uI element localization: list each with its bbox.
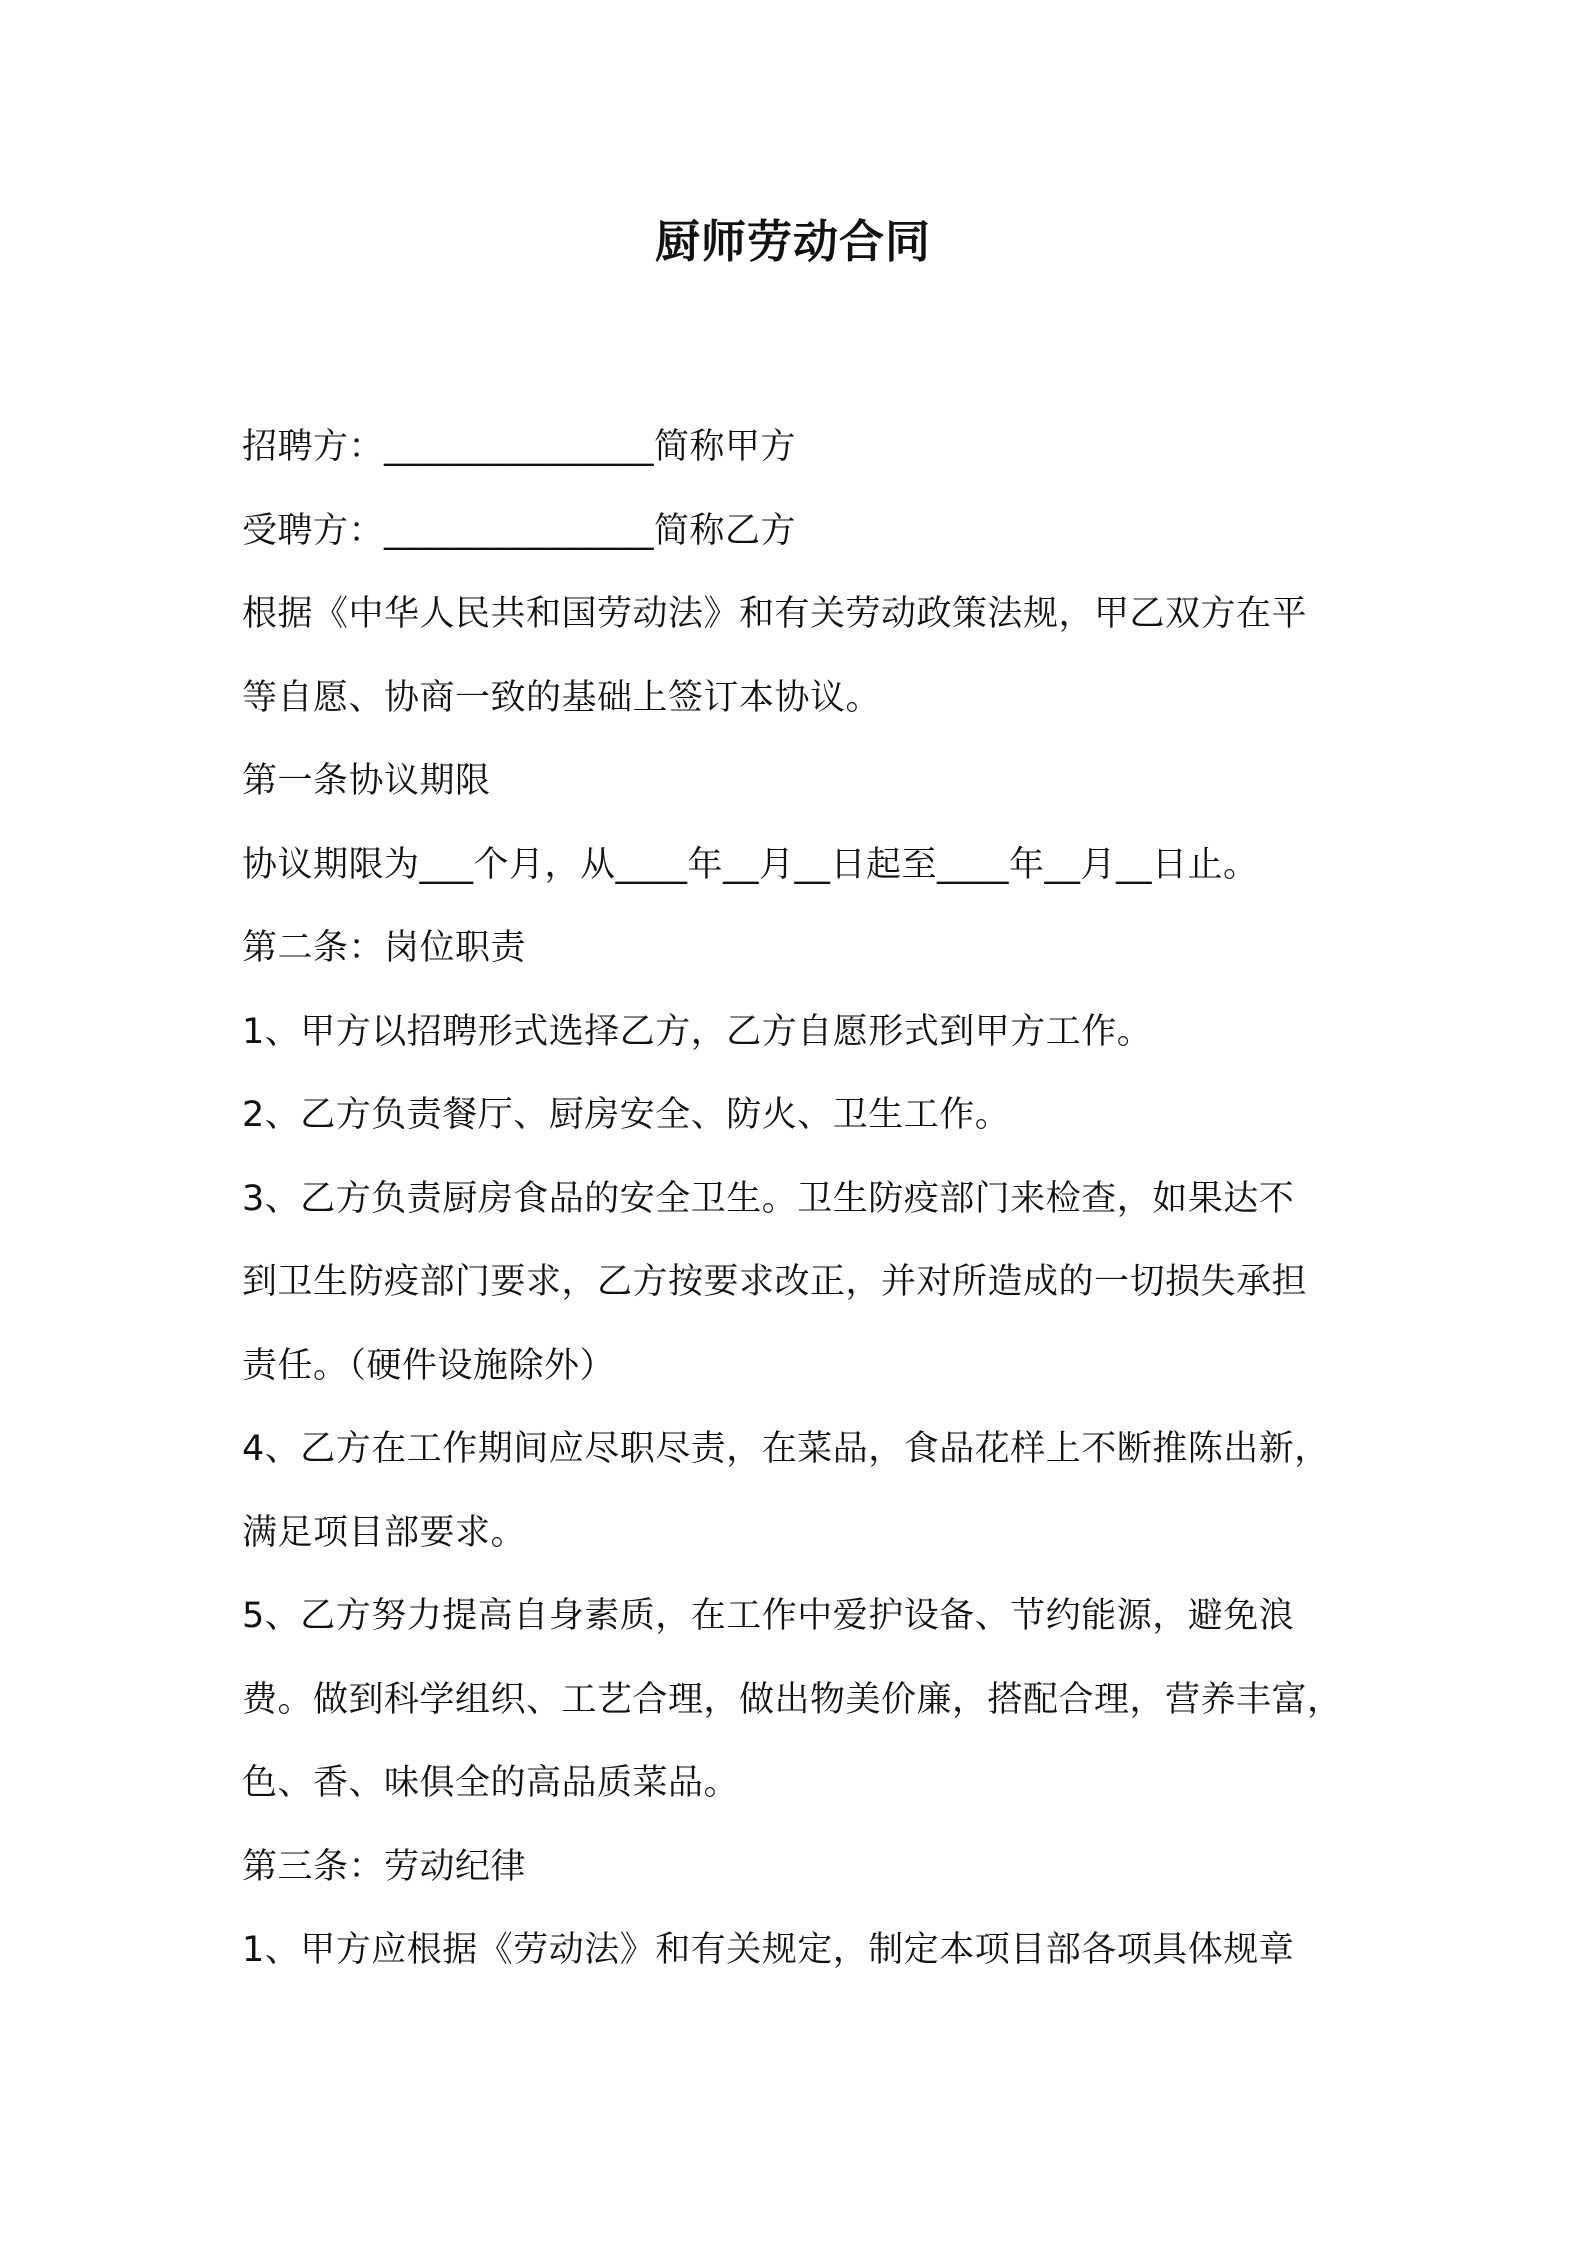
article-2-item-5-line-2: 费。做到科学组织、工艺合理，做出物美价廉，搭配合理，营养丰富， <box>242 1679 1343 1720</box>
employer-line: 招聘方：_______________简称甲方 <box>242 427 797 467</box>
article-2-item-3-line-2: 到卫生防疫部门要求，乙方按要求改正，并对所造成的一切损失承担 <box>242 1262 1308 1302</box>
article-2-item-4-line-2: 满足项目部要求。 <box>242 1512 527 1553</box>
article-2-item-5-line-3: 色、香、味俱全的高品质菜品。 <box>242 1763 740 1803</box>
article-2-item-1: 1、甲方以招聘形式选择乙方，乙方自愿形式到甲方工作。 <box>242 1011 1153 1052</box>
employee-line: 受聘方：_______________简称乙方 <box>242 510 797 551</box>
article-2-item-4-line-1: 4、乙方在工作期间应尽职尽责，在菜品，食品花样上不断推陈出新， <box>242 1429 1330 1469</box>
article-1-term: 协议期限为___个月，从____年__月__日起至____年__月__日止。 <box>242 844 1259 885</box>
document-title: 厨师劳动合同 <box>654 215 931 268</box>
article-2-heading: 第二条：岗位职责 <box>242 928 527 968</box>
article-2-item-3-line-3: 责任。（硬件设施除外） <box>242 1345 616 1386</box>
document-body <box>242 406 1362 1993</box>
article-3-item-1-line-1: 1、甲方应根据《劳动法》和有关规定，制定本项目部各项具体规章 <box>242 1930 1295 1970</box>
article-2-item-2: 2、乙方负责餐厅、厨房安全、防火、卫生工作。 <box>242 1095 1011 1135</box>
preamble-line-2: 等自愿、协商一致的基础上签订本协议。 <box>242 677 882 718</box>
article-2-item-3-line-1: 3、乙方负责厨房食品的安全卫生。卫生防疫部门来检查，如果达不 <box>242 1178 1295 1219</box>
article-1-heading: 第一条协议期限 <box>242 761 491 801</box>
article-3-heading: 第三条：劳动纪律 <box>242 1846 527 1887</box>
preamble-line-1: 根据《中华人民共和国劳动法》和有关劳动政策法规，甲乙双方在平 <box>242 594 1308 634</box>
article-2-item-5-line-1: 5、乙方努力提高自身素质，在工作中爱护设备、节约能源，避免浪 <box>242 1596 1295 1636</box>
